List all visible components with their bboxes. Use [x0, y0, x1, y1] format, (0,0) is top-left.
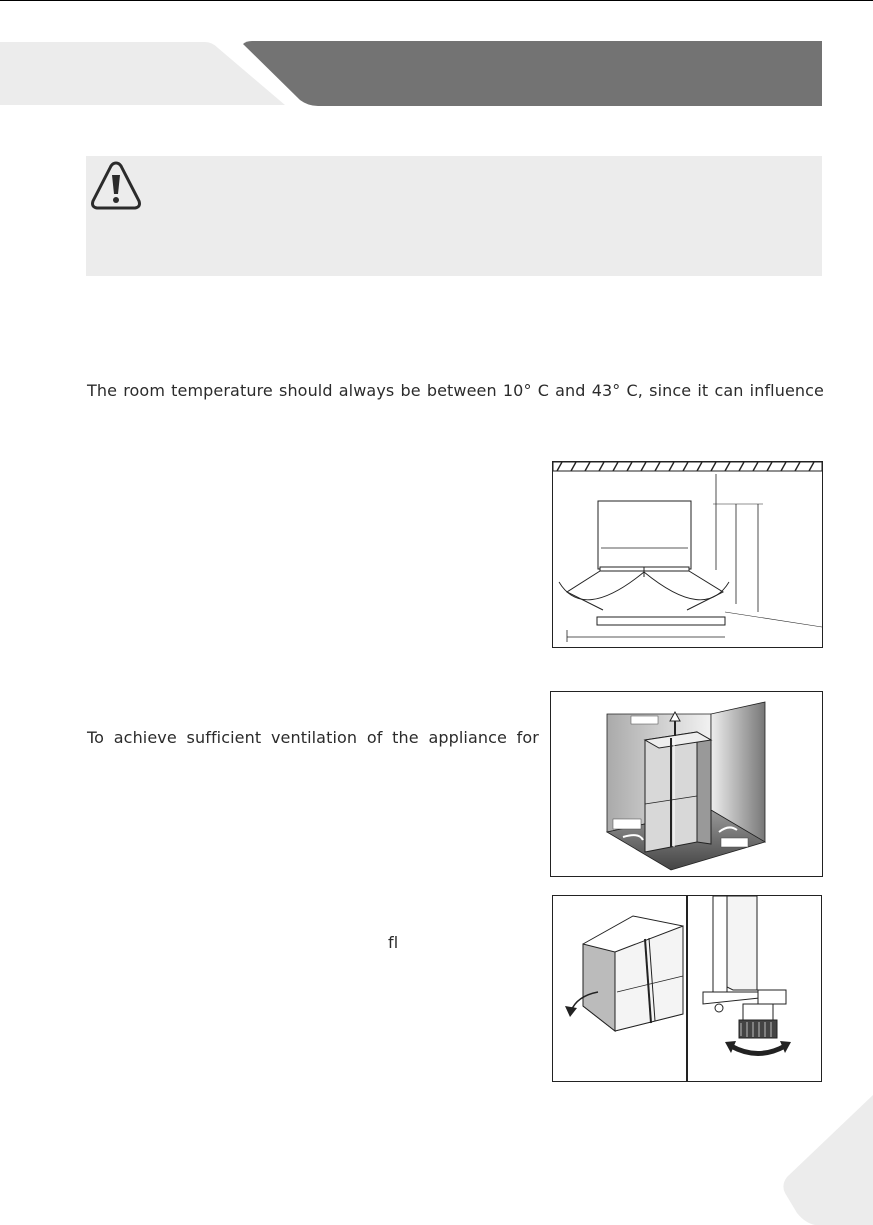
ventilation-diagram	[550, 691, 823, 877]
page-header-banner	[0, 40, 873, 108]
room-temperature-text: The room temperature should always be between 10° C and 43° C, since it can influence	[87, 381, 824, 400]
clearance-diagram	[552, 461, 823, 648]
leveling-feet-drawing	[553, 896, 821, 1081]
warning-triangle-icon	[90, 160, 142, 212]
page-corner-tab	[783, 1095, 873, 1225]
warning-box	[86, 156, 822, 276]
header-right-bar	[243, 41, 822, 106]
rotate-arrow-icon	[731, 1046, 785, 1054]
text-fragment: fl	[388, 933, 399, 952]
ventilation-text: To achieve sufficient ventilation of the appliance for	[87, 728, 539, 747]
top-rule	[0, 0, 873, 1]
leveling-feet-diagram	[552, 895, 822, 1082]
ventilation-diagram-drawing	[551, 692, 822, 876]
clearance-diagram-drawing	[553, 462, 822, 647]
header-left-tab	[0, 42, 285, 105]
